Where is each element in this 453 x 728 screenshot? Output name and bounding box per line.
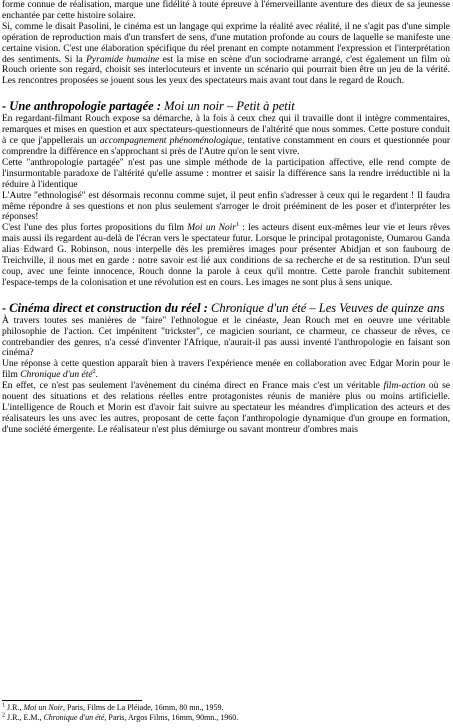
section-2-body bbox=[2, 316, 450, 436]
s1p1-italic: accompagnement phénoménologique bbox=[99, 136, 242, 147]
section-1-body bbox=[2, 114, 450, 289]
s2p3-text-b: où se nouent des situations et des relations réelles entre protagonistes réunis de manière plus ou moins artificielle. L'intelligence de Rouch et Morin est d'avoir fait suivre au spectateur les méandres d'implication des acteurs et des réalisateurs les uns avec les autres, proposant de cette façon l'anthropologie dynamique d'un groupe en formation, d'une société émergente. Le réalisateur n'est plus démiurge ou savant montreur d'ombres mais bbox=[2, 381, 450, 435]
footnotes bbox=[2, 700, 450, 723]
footnote-2 bbox=[2, 713, 450, 723]
intro-block bbox=[2, 0, 450, 87]
section-heading-1-title: Moi un noir – Petit à petit bbox=[161, 99, 295, 114]
section-heading-1 bbox=[2, 99, 450, 113]
section-1-paragraph-2: Cette "anthropologie partagée" n'est pas une simple méthode de la participation affective, elle rend compte de l'insurmontable paradoxe de l'altérité qu'elle assume : montrer et saisir la différence sans la rendre irréductible ni la réduire à l'identique bbox=[2, 157, 450, 190]
section-2-paragraph-2 bbox=[2, 359, 450, 381]
section-1-paragraph-3: L'Autre "ethnologisé" est désormais reconnu comme sujet, il peut enfin s'adresser à ceux qui le regardent ! Il faudra même répondre à ses questions et non plus seulement s'arroger le droit prééminent de les poser et d'interpréter les réponses! bbox=[2, 190, 450, 223]
footnote-ref-1[interactable]: 1 bbox=[236, 222, 240, 229]
footnote-2-number: 2 bbox=[2, 712, 5, 719]
s2p2-italic: Chronique d'un été bbox=[20, 370, 93, 381]
intro-text-a: Si, comme le disait Pasolini, le cinéma est un langage qui exprime la réalité avec réalité, il ne s'agit pas d'une simple opération de reproduction mais d'un transfert de sens, d'une mutation profonde au cours de laquelle se manifeste une certaine vision. C'est une élaboration spécifique du réel prenant en compte notamment l'expression et l'interprétation des sentiments. Si la bbox=[2, 21, 450, 65]
section-heading-2-lead: - Cinéma direct et construction du réel : bbox=[2, 300, 208, 315]
section-2-paragraph-1: À travers toutes ses manières de "faire" l'ethnologue et le cinéaste, Jean Rouch met en oeuvre une véritable philosophie de l'action. Cet impénitent "trickster", ce magicien souriant, ce charmeur, ce chasseur de rêves, ce contrebandier des genres, n'a cessé d'inventer l'Afrique, n'aurait-il pas aussi inventé l'anthropologie en faisant son cinéma? bbox=[2, 315, 450, 359]
intro-paragraph-1: forme connue de réalisation, marque une fidélité à toute épreuve à l'émerveillante aventure des dieux de sa jeunesse enchantée par cette histoire solaire. bbox=[2, 0, 450, 21]
section-1-paragraph-4 bbox=[2, 223, 450, 288]
s1p1-text-b: , tentative constamment en cours et questionnée pour comprendre la différence en s'approchant si près de l'Autre qu'on le sent vivre. bbox=[2, 136, 450, 157]
s2p3-text-a: En effet, ce n'est pas seulement l'avènement du cinéma direct en France mais c'est un véritable bbox=[2, 381, 384, 392]
footnote-2-italic: Chronique d'un été bbox=[43, 713, 105, 722]
footnote-1-number: 1 bbox=[2, 702, 5, 709]
s1p4-text-b: : les acteurs disent eux-mêmes leur vie et leurs rêves mais aussi ils regardent au-delà de l'écran vers le spectateur futur. Lorsque le principal protagoniste, Oumarou Ganda alias Edward G. Robinson, nous interpelle dès les premières images pour présenter Abidjan et son faubourg de Treichville, il nous met en garde : notre savoir est lié aux conditions de sa recherche et de sa restitution. D'un seul coup, avec une feinte innocence, Rouch donne la parole à ceux qu'il montre. Cette parole franchit subitement l'espace-temps de la colonisation et une révolution est en cours. Les images ne sont plus à sens unique. bbox=[2, 223, 450, 288]
footnote-divider bbox=[2, 700, 142, 701]
s2p3-italic: film-action bbox=[383, 381, 426, 392]
footnote-1-text-a: J.R., bbox=[5, 703, 24, 712]
s2p2-text-b: . bbox=[95, 370, 98, 381]
section-heading-2 bbox=[2, 301, 450, 315]
footnote-2-text-a: J.R., E.M., bbox=[5, 713, 44, 722]
footnote-1-text-b: , Paris, Films de La Pléiade, 16mm, 80 mn., 1959. bbox=[63, 703, 224, 712]
pyramide-humaine-title: Pyramide humaine bbox=[86, 54, 160, 65]
footnote-ref-2[interactable]: 2 bbox=[92, 369, 96, 376]
intro-paragraph-2 bbox=[2, 22, 450, 87]
s2p2-text-a: Une réponse à cette question apparaît bien à travers l'expérience menée en collaboration avec Edgar Morin pour le film bbox=[2, 359, 450, 381]
section-1-paragraph-1 bbox=[2, 114, 450, 158]
section-2-paragraph-3 bbox=[2, 381, 450, 436]
section-heading-1-lead: - Une anthropologie partagée : bbox=[2, 99, 162, 114]
footnote-1-italic: Moi un Noir bbox=[23, 703, 64, 712]
s1p4-text-a: C'est l'une des plus fortes propositions du film bbox=[2, 223, 188, 234]
intro-text-b: est la mise en scène d'un sociodrame arrangé, c'est également un film où Rouch oriente son regard, choisit ses interlocuteurs et invente un scénario qui pourrait bien être un jeu de la vérité. Les rencontres proposées se jouent sous les yeux des spectateurs mais avant tout dans le regard de Rouch. bbox=[2, 54, 450, 87]
section-heading-2-title: Chronique d'un été – Les Veuves de quinze ans bbox=[207, 300, 445, 315]
footnote-2-text-b: , Paris, Argos Films, 16mm, 90mn., 1960. bbox=[104, 713, 239, 722]
footnote-1 bbox=[2, 703, 450, 713]
s1p4-italic: Moi un Noir bbox=[187, 223, 237, 234]
s1p1-text-a: En regardant-filmant Rouch expose sa démarche, à la fois à ceux chez qui il travaille dont il intègre commentaires, remarques et mises en question et aux spectateurs-questionneurs de l'altérité que nous sommes. Cette posture conduit à ce que j'appellerais un bbox=[2, 114, 450, 147]
